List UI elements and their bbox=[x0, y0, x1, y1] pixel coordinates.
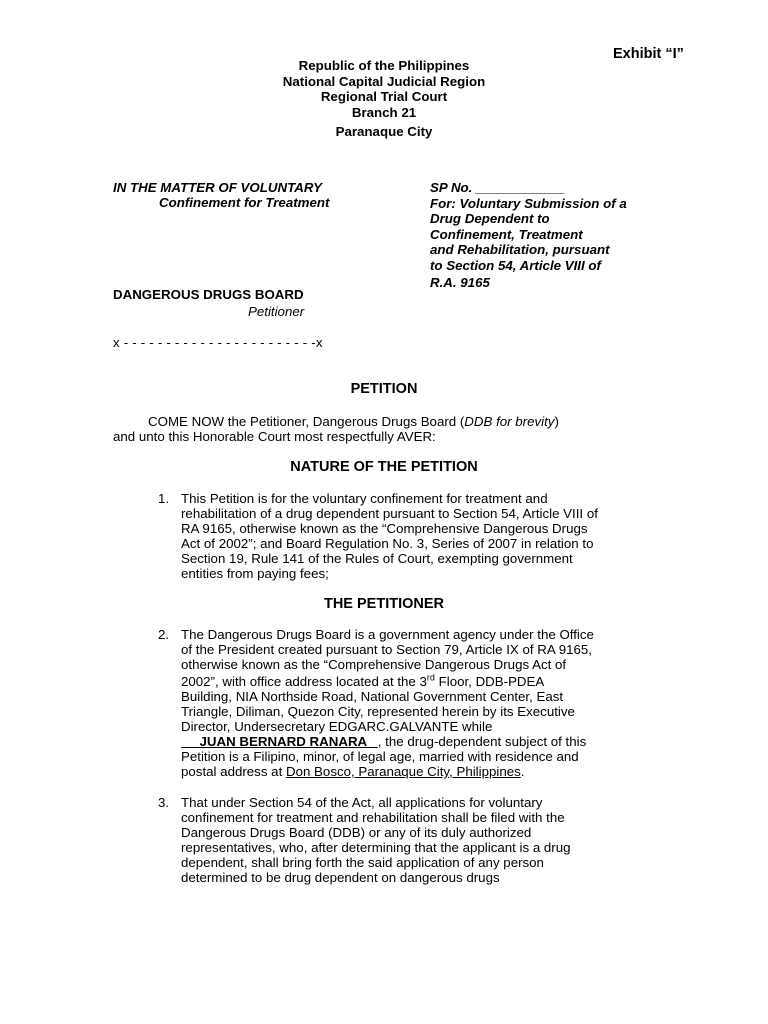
text-line-subject bbox=[181, 734, 655, 749]
floor-text-end: Floor, DDB-PDEA bbox=[434, 674, 545, 689]
address-before: postal address at bbox=[181, 764, 286, 779]
caption-matter-line1: IN THE MATTER OF VOLUNTARY bbox=[113, 180, 323, 195]
caption-separator: x - - - - - - - - - - - - - - - - - - - - - - -x bbox=[113, 335, 323, 350]
caption-for-line: For: Voluntary Submission of a bbox=[430, 195, 627, 211]
intro-text-line2: and unto this Honorable Court most respectfully AVER: bbox=[113, 429, 436, 444]
text-line: That under Section 54 of the Act, all applications for voluntary bbox=[181, 795, 543, 810]
sp-number: SP No. ____________ bbox=[430, 180, 565, 195]
text-line: Petition is a Filipino, minor, of legal age, married with residence and bbox=[181, 749, 579, 764]
caption-ra-number: R.A. 9165 bbox=[430, 275, 490, 290]
header-branch: Branch 21 bbox=[351, 104, 417, 120]
text-line-floor bbox=[181, 674, 655, 689]
text-line: Triangle, Diliman, Quezon City, represented herein by its Executive bbox=[181, 704, 575, 719]
floor-ordinal: rd bbox=[426, 672, 435, 683]
section-heading-petitioner: THE PETITIONER bbox=[323, 596, 445, 612]
header-city: Paranaque City bbox=[335, 124, 433, 139]
text-line: Building, NIA Northside Road, National Government Center, East bbox=[181, 689, 564, 704]
petitioner-name: DANGEROUS DRUGS BOARD bbox=[113, 287, 304, 302]
text-line-address bbox=[181, 764, 655, 779]
caption-for-line: and Rehabilitation, pursuant bbox=[430, 242, 610, 257]
text-line: confinement for treatment and rehabilitation shall be filed with the bbox=[181, 810, 565, 825]
paragraph-3-text bbox=[181, 795, 655, 885]
subject-name: JUAN BERNARD RANARA bbox=[181, 734, 378, 749]
paragraph-number: 1. bbox=[158, 491, 170, 506]
address-after: . bbox=[520, 764, 525, 779]
text-line: entities from paying fees; bbox=[181, 566, 329, 581]
petitioner-role: Petitioner bbox=[248, 304, 305, 319]
exhibit-label: Exhibit “I” bbox=[613, 46, 684, 62]
intro-text: COME NOW the Petitioner, Dangerous Drugs Board ( bbox=[148, 414, 465, 429]
caption-for-line: Confinement, Treatment bbox=[430, 226, 583, 242]
subject-address: Don Bosco, Paranaque City, Philippines bbox=[285, 764, 521, 779]
case-caption-right bbox=[430, 180, 627, 291]
paragraph-number: 2. bbox=[158, 627, 170, 642]
caption-for-line: to Section 54, Article VIII of bbox=[430, 257, 601, 273]
court-header bbox=[0, 58, 768, 140]
header-republic: Republic of the Philippines bbox=[298, 58, 470, 73]
text-line: determined to be drug dependent on dangerous drugs bbox=[181, 870, 500, 885]
text-line: The Dangerous Drugs Board is a government agency under the Office bbox=[181, 627, 594, 642]
paragraph-number: 3. bbox=[158, 795, 170, 810]
intro-paragraph bbox=[113, 414, 655, 444]
caption-matter-line2: Confinement for Treatment bbox=[159, 195, 330, 210]
text-line: RA 9165, otherwise known as the “Comprehensive Dangerous Drugs bbox=[181, 521, 588, 536]
document-title: PETITION bbox=[350, 381, 418, 397]
text-line: This Petition is for the voluntary confinement for treatment and bbox=[181, 491, 548, 506]
header-region: National Capital Judicial Region bbox=[282, 73, 486, 89]
section-heading-nature: NATURE OF THE PETITION bbox=[290, 459, 478, 475]
header-court: Regional Trial Court bbox=[320, 89, 448, 104]
case-caption-left bbox=[113, 180, 329, 210]
text-line: of the President created pursuant to Section 79, Article IX of RA 9165, bbox=[181, 642, 592, 657]
text-line: dependent, shall bring forth the said application of any person bbox=[181, 855, 544, 870]
caption-for-line: Drug Dependent to bbox=[430, 211, 550, 226]
paragraph-1-text bbox=[181, 491, 655, 581]
paragraph-2-text bbox=[181, 627, 655, 779]
floor-text: 2002”, with office address located at the 3 bbox=[181, 674, 427, 689]
subject-after: , the drug-dependent subject of this bbox=[377, 734, 587, 749]
text-line: Director, Undersecretary EDGARC.GALVANTE while bbox=[181, 719, 493, 734]
text-line: rehabilitation of a drug dependent pursuant to Section 54, Article VIII of bbox=[181, 506, 598, 521]
intro-italic: DDB for brevity bbox=[464, 414, 555, 429]
text-line: otherwise known as the “Comprehensive Dangerous Drugs Act of bbox=[181, 657, 567, 672]
text-line: representatives, who, after determining that the applicant is a drug bbox=[181, 840, 571, 855]
text-line: Dangerous Drugs Board (DDB) or any of its duly authorized bbox=[181, 825, 532, 840]
text-line: Act of 2002”; and Board Regulation No. 3, Series of 2007 in relation to bbox=[181, 536, 594, 551]
text-line: Section 19, Rule 141 of the Rules of Court, exempting government bbox=[181, 551, 573, 566]
intro-text-end: ) bbox=[554, 414, 559, 429]
